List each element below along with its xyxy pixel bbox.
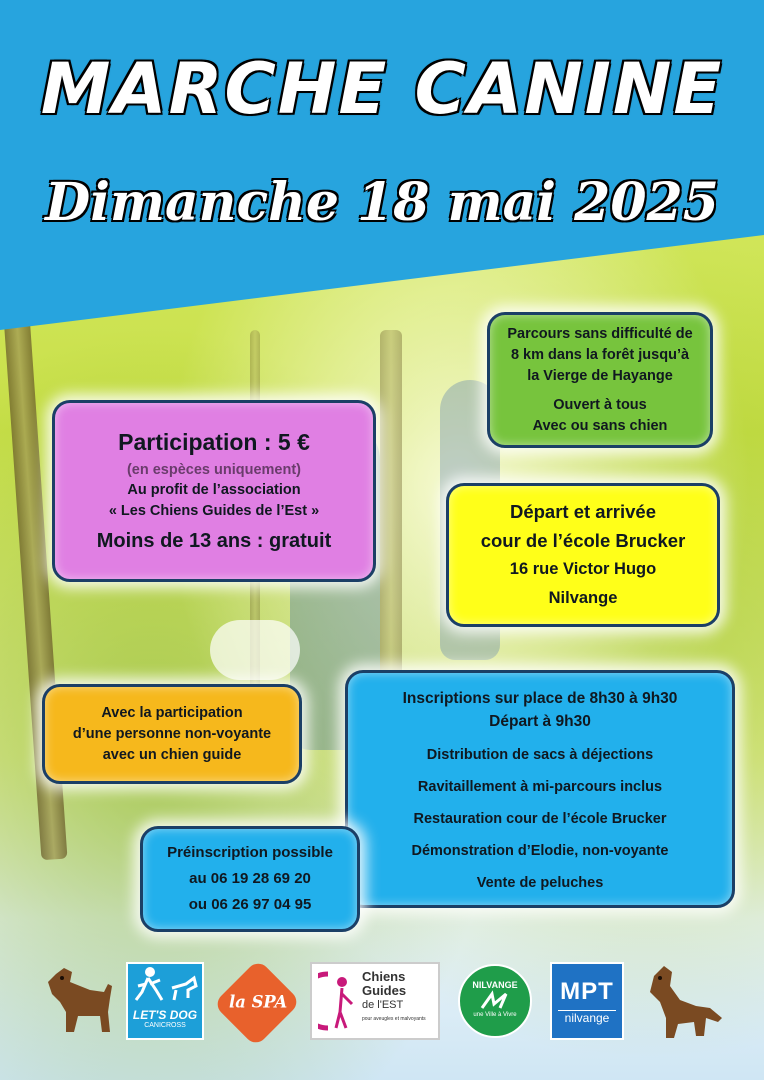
chiens-guides-logo bbox=[310, 962, 440, 1040]
chiens-line: de l'EST bbox=[362, 999, 404, 1011]
guide-dog-line: d’une personne non-voyante bbox=[72, 725, 272, 742]
dog-icon bbox=[640, 962, 730, 1044]
program-line: Démonstration d’Elodie, non-voyante bbox=[411, 843, 669, 859]
preinscription-line: Préinscription possible bbox=[167, 844, 333, 861]
letsdog-name: LET'S DOG bbox=[132, 1008, 198, 1022]
nilvange-subtitle: une Ville à Vivre bbox=[473, 1012, 517, 1018]
mpt-logo bbox=[550, 962, 624, 1040]
parcours-line: 8 km dans la forêt jusqu’à bbox=[510, 346, 690, 363]
payment-note: (en espèces uniquement) bbox=[126, 462, 302, 478]
spa-logo bbox=[213, 959, 301, 1047]
participation-heading: Participation : 5 € bbox=[118, 429, 310, 455]
depart-city: Nilvange bbox=[548, 589, 618, 607]
nilvange-emblem-icon bbox=[460, 990, 530, 1012]
parcours-line: Avec ou sans chien bbox=[532, 417, 668, 434]
program-line: Inscriptions sur place de 8h30 à 9h30 bbox=[402, 690, 678, 707]
phone-number[interactable]: au 06 19 28 69 20 bbox=[189, 870, 311, 887]
parcours-line: la Vierge de Hayange bbox=[527, 367, 673, 384]
preinscription-box bbox=[140, 826, 360, 932]
spa-text: la SPA bbox=[229, 992, 288, 1012]
depart-line: Départ et arrivée bbox=[509, 501, 657, 522]
free-under-13: Moins de 13 ans : gratuit bbox=[96, 530, 332, 552]
program-line: Ravitaillement à mi-parcours inclus bbox=[417, 779, 663, 795]
program-line: Restauration cour de l’école Brucker bbox=[413, 811, 667, 827]
dog-silhouette bbox=[210, 620, 300, 680]
program-line: Vente de peluches bbox=[476, 875, 604, 891]
beneficiary-line: « Les Chiens Guides de l’Est » bbox=[108, 503, 320, 519]
nilvange-name: NILVANGE bbox=[472, 980, 518, 990]
page-title: MARCHE CANINE bbox=[40, 48, 724, 130]
tree-trunk bbox=[380, 330, 402, 690]
participation-box bbox=[52, 400, 376, 582]
dog-icon bbox=[38, 962, 118, 1042]
program-line: Départ à 9h30 bbox=[489, 713, 591, 730]
depart-box bbox=[446, 483, 720, 627]
parcours-line: Ouvert à tous bbox=[553, 396, 647, 413]
event-date: Dimanche 18 mai 2025 bbox=[45, 172, 719, 233]
guide-dog-icon bbox=[318, 968, 358, 1034]
depart-address: 16 rue Victor Hugo bbox=[509, 560, 657, 578]
parcours-line: Parcours sans difficulté de bbox=[507, 325, 693, 342]
chiens-line: Guides bbox=[362, 983, 407, 998]
sponsor-logos bbox=[0, 950, 764, 1050]
guide-dog-box bbox=[42, 684, 302, 784]
depart-line: cour de l’école Brucker bbox=[480, 530, 686, 551]
runner-dog-icon bbox=[128, 964, 202, 1008]
mpt-subtitle: nilvange bbox=[558, 1010, 616, 1025]
letsdog-subtitle: CANICROSS bbox=[144, 1022, 186, 1029]
program-box bbox=[345, 670, 735, 908]
chiens-subtitle: pour aveugles et malvoyants bbox=[362, 1016, 426, 1022]
nilvange-logo bbox=[458, 964, 532, 1038]
chiens-line: Chiens bbox=[362, 969, 406, 984]
guide-dog-line: avec un chien guide bbox=[102, 746, 242, 763]
phone-number[interactable]: ou 06 26 97 04 95 bbox=[188, 896, 312, 913]
parcours-box bbox=[487, 312, 713, 448]
program-line: Distribution de sacs à déjections bbox=[426, 747, 654, 763]
letsdog-logo bbox=[126, 962, 204, 1040]
guide-dog-line: Avec la participation bbox=[101, 704, 243, 721]
mpt-name: MPT bbox=[560, 978, 614, 1005]
beneficiary-line: Au profit de l’association bbox=[127, 482, 301, 498]
